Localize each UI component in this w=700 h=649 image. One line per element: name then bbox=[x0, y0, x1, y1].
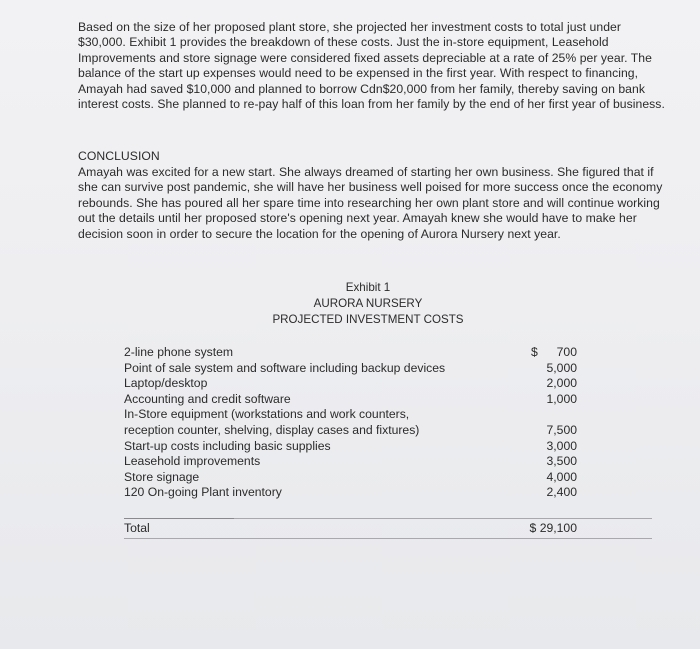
cost-amount: 1,000 bbox=[546, 391, 577, 406]
cost-amount: 3,000 bbox=[546, 438, 577, 453]
text-line: balance of the start up expenses would need to be expensed in the first year. With respect to financing, bbox=[78, 66, 639, 81]
cost-amount bbox=[520, 407, 577, 423]
cost-item-label: Accounting and credit software bbox=[124, 391, 291, 406]
text-line: she can survive post pandemic, she will have her business well poised for more success once the economy bbox=[78, 180, 663, 195]
text-line: $30,000. Exhibit 1 provides the breakdown of these costs. Just the in-store equipment, Leasehold bbox=[78, 35, 609, 50]
text-line: Based on the size of her proposed plant store, she projected her investment costs to total just under bbox=[78, 20, 621, 34]
exhibit-title: Exhibit 1 bbox=[345, 281, 391, 294]
cost-amount: 3,500 bbox=[546, 454, 577, 469]
cost-amount: 2,000 bbox=[546, 376, 577, 391]
cost-item-label: Start-up costs including basic supplies bbox=[124, 438, 331, 453]
cost-item-label: Store signage bbox=[124, 469, 200, 484]
financing-paragraph bbox=[78, 20, 668, 112]
text-line: Amayah had saved $10,000 and planned to borrow Cdn$20,000 from her family, thereby saving on bank bbox=[78, 81, 645, 96]
cost-item-label: Leasehold improvements bbox=[124, 454, 261, 469]
text-line: interest costs. She planned to re-pay half of this loan from her family by the end of her first year of business. bbox=[78, 97, 665, 112]
total-value: $ 29,100 bbox=[529, 521, 577, 535]
exhibit-subtitle: PROJECTED INVESTMENT COSTS bbox=[272, 313, 464, 326]
cost-amount: 700 bbox=[556, 345, 577, 359]
cost-item-label: Laptop/desktop bbox=[124, 376, 208, 391]
text-line: rebounds. She has poured all her spare time into researching her own plant store and will continue working bbox=[78, 195, 660, 210]
text-line: Improvements and store signage were considered fixed assets depreciable at a rate of 25% per year. The bbox=[78, 50, 652, 65]
cost-amount: 4,000 bbox=[546, 469, 577, 484]
cost-amount: 2,400 bbox=[546, 485, 577, 500]
cost-item-label: 2-line phone system bbox=[124, 345, 234, 359]
cost-item-label: In-Store equipment (workstations and work counters, bbox=[124, 407, 410, 422]
text-line: Amayah was excited for a new start. She always dreamed of starting her own business. She figured that if bbox=[78, 165, 654, 179]
currency-symbol: $ bbox=[531, 345, 538, 359]
conclusion-heading: CONCLUSION bbox=[78, 149, 160, 163]
cost-item-label: 120 On-going Plant inventory bbox=[124, 485, 282, 500]
total-rule bbox=[234, 518, 652, 519]
cost-item-label: reception counter, shelving, display cases and fixtures) bbox=[124, 422, 420, 437]
text-line: decision soon in order to secure the location for the opening of Aurora Nursery next year. bbox=[78, 226, 561, 241]
total-rule-left bbox=[124, 518, 234, 519]
conclusion-paragraph bbox=[78, 165, 668, 242]
cost-amount-list bbox=[520, 345, 577, 501]
cost-item-list bbox=[124, 345, 445, 501]
text-line: out the details until her proposed store's opening next year. Amayah knew she would have to make her bbox=[78, 211, 637, 226]
cost-amount: 7,500 bbox=[546, 422, 577, 437]
total-label: Total bbox=[124, 521, 150, 535]
cost-item-label: Point of sale system and software including backup devices bbox=[124, 360, 446, 375]
exhibit-company: AURORA NURSERY bbox=[313, 297, 423, 310]
total-underline bbox=[124, 538, 652, 539]
cost-amount: 5,000 bbox=[546, 360, 577, 375]
